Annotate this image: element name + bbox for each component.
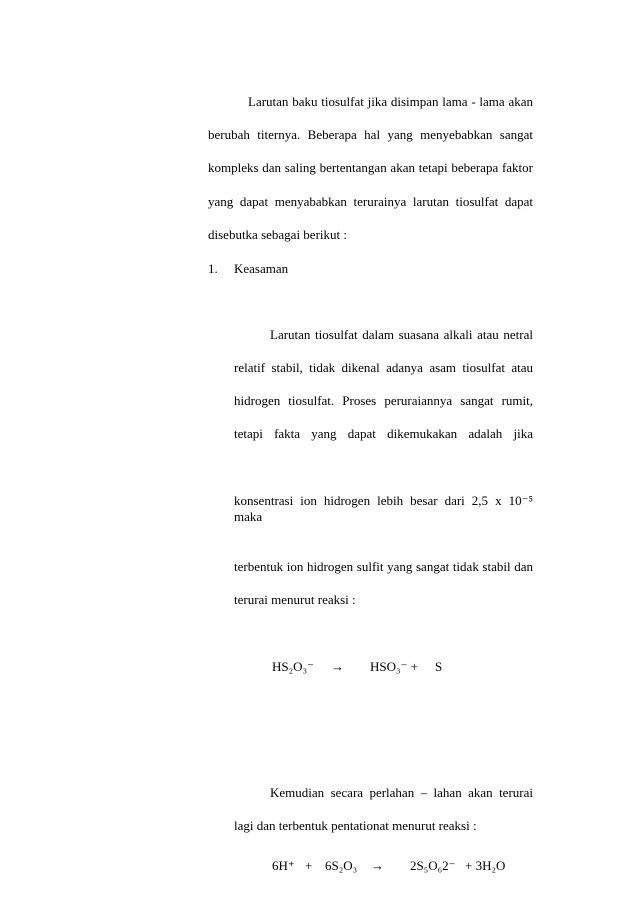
paragraph-3-line-1: konsentrasi ion hidrogen lebih besar dari 2,5 x 10⁻⁵ maka [234,493,533,524]
paragraph-2-line-1: Larutan tiosulfat dalam suasana alkali atau netral [270,327,533,342]
equation-2-plus: + [305,858,313,873]
paragraph-2-line-2: relatif stabil, tidak dikenal adanya asam tiosulfat atau [234,360,533,375]
equation-1-product-2: S [435,659,443,674]
equation-2-reactant-2: 6S₂O₃ [325,858,358,873]
paragraph-3-line-3: terurai menurut reaksi : [234,592,356,607]
equation-2-product-1: 2S₅O₆2⁻ [410,858,456,873]
equation-1-arrow: → [331,659,344,674]
paragraph-1-line-4: yang dapat menyababkan terurainya larutan tiosulfat dapat [208,194,533,209]
equation-2-product-2: + 3H₂O [465,858,506,873]
paragraph-1-line-3: kompleks dan saling bertentangan akan tetapi beberapa faktor [208,160,533,175]
paragraph-4-line-1: Kemudian secara perlahan – lahan akan terurai [270,785,533,800]
list-heading: Keasaman [234,261,289,276]
paragraph-1-line-5: disebutka sebagai berikut : [208,227,347,242]
equation-2-arrow: → [371,858,384,873]
paragraph-2-line-3: hidrogen tiosulfat. Proses peruraiannya sangat rumit, [234,393,533,408]
paragraph-2-line-4: tetapi fakta yang dapat dikemukakan adalah jika [234,426,533,441]
paragraph-3-line-2: terbentuk ion hidrogen sulfit yang sangat tidak stabil dan [234,559,533,574]
paragraph-4-line-2: lagi dan terbentuk pentationat menurut reaksi : [234,818,477,833]
equation-2-reactant-1: 6H⁺ [272,858,295,873]
equation-1-product-1: HSO₃⁻ + [370,659,418,674]
paragraph-1-line-1: Larutan baku tiosulfat jika disimpan lama - lama akan [248,94,533,109]
paragraph-1-line-2: berubah titernya. Beberapa hal yang menyebabkan sangat [208,127,533,142]
equation-1-reactant: HS₂O₃⁻ [272,659,314,674]
list-number: 1. [208,261,218,276]
